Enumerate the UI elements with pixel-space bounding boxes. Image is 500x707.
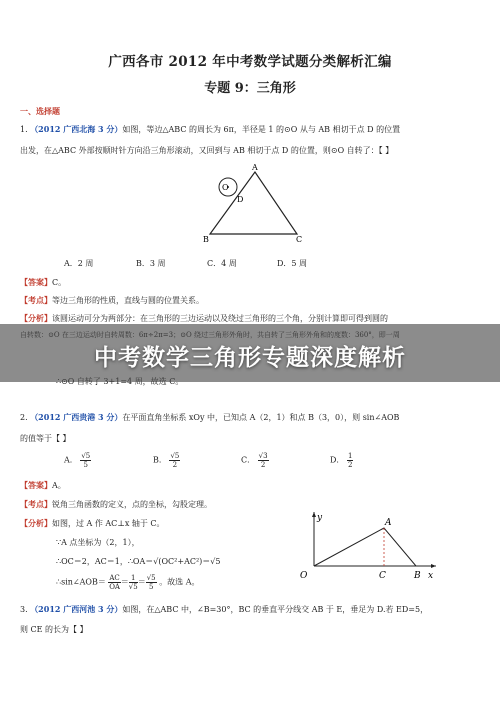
q1-answer-row: [20, 277, 66, 288]
q2-answer: A。: [52, 481, 66, 490]
q2-fig-y: y: [317, 513, 323, 523]
q1-label-a: A: [252, 163, 258, 172]
q2-option-c-den: 2: [260, 461, 266, 469]
q3-text1: 如图，在△ABC 中，∠B=30°，BC 的垂直平分线交 AB 于 E，垂足为 D.若 ED=5，: [122, 605, 429, 614]
q2-analysis4-f1n: AC: [109, 574, 120, 582]
q1-analysis-row: [20, 313, 388, 324]
q2-option-a-letter: A．: [64, 455, 78, 465]
q2-analysis4-f2d: √5: [128, 583, 138, 591]
q1-label-o: O: [222, 183, 229, 192]
q2-analysis4-post: 。故选 A。: [159, 577, 200, 587]
q2-fig-c: C: [379, 571, 386, 581]
q2-figure: [290, 508, 440, 588]
q2-analysis-row: [20, 518, 165, 529]
q1-answer: C。: [52, 278, 67, 287]
q2-fig-a: A: [385, 518, 392, 528]
banner-title: 中考数学三角形专题深度解析: [94, 345, 406, 371]
q2-analysis3: ∴OC＝2，AC＝1，∴OA＝√(OC²+AC²)＝√5: [56, 557, 221, 566]
q2-option-b-den: 2: [172, 461, 178, 469]
q1-option-a: A．2 周: [64, 259, 94, 268]
q2-option-d-num: 1: [347, 452, 353, 460]
q2-fig-b: B: [414, 571, 421, 581]
q2-option-a-num: √5: [81, 452, 91, 460]
q1-point: 等边三角形的性质，直线与圆的位置关系。: [52, 296, 204, 305]
q2-analysis2: ∵A 点坐标为（2，1），: [56, 538, 140, 547]
q1-label-d: D: [237, 195, 244, 204]
q2-point-label: 【考点】: [20, 499, 52, 509]
q1-point-label: 【考点】: [20, 295, 52, 305]
q2-option-b-num: √5: [170, 452, 180, 460]
q1-option-b: B．3 周: [136, 259, 166, 268]
q1-point-row: [20, 295, 204, 306]
q3-source: （2012 广西河池 3 分）: [30, 604, 123, 614]
q2-option-d: [330, 452, 353, 469]
q2-option-c: [241, 452, 269, 469]
q2-line1: [20, 412, 399, 423]
q2-source: （2012 广西贵港 3 分）: [30, 412, 123, 422]
document-subtitle: 专题 9：三角形: [204, 81, 296, 96]
q2-analysis4-f3d: 5: [148, 583, 154, 591]
q3-text2: 则 CE 的长为【 】: [20, 625, 88, 634]
q3-number: 3.: [20, 605, 28, 614]
q1-answer-label: 【答案】: [20, 277, 52, 287]
q2-option-b: [153, 452, 180, 469]
q2-analysis4-f1d: OA: [109, 583, 120, 591]
q2-analysis4-f2n: 1: [129, 574, 138, 583]
q1-analysis1: 该圆运动可分为两部分：在三角形的三边运动以及绕过三角形的三个角，分别计算即可得到圆的: [52, 314, 388, 323]
q1-option-d: D．5 周: [277, 259, 308, 268]
q2-option-a: [64, 452, 91, 469]
section-heading: 一、选择题: [20, 106, 60, 116]
q2-analysis4-f3n: √5: [146, 574, 156, 582]
q2-text1: 在平面直角坐标系 xOy 中，已知点 A（2，1）和点 B（3，0），则 sin∠AOB: [122, 413, 400, 422]
q2-point: 锐角三角函数的定义，点的坐标，勾股定理。: [52, 500, 212, 509]
q2-point-row: [20, 499, 212, 510]
q2-answer-row: [20, 480, 66, 491]
document-title: 广西各市 2012 年中考数学试题分类解析汇编: [108, 54, 392, 70]
q2-fig-x: x: [428, 571, 434, 581]
q2-option-d-letter: D．: [330, 455, 345, 465]
q2-text2: 的值等于【 】: [20, 434, 71, 443]
q2-option-c-num: √3: [258, 452, 268, 460]
q2-option-c-letter: C．: [241, 455, 256, 465]
q1-text1: 如图，等边△ABC 的周长为 6π，半径是 1 的⊙O 从与 AB 相切于点 D 的位置: [122, 125, 401, 134]
q1-figure: [200, 162, 310, 247]
q1-analysis-label: 【分析】: [20, 313, 52, 323]
q1-label-b: B: [203, 235, 209, 244]
q2-analysis4-pre: ∴sin∠AOB＝: [56, 577, 106, 587]
q2-fig-o: O: [300, 571, 308, 581]
q1-label-c: C: [296, 235, 303, 244]
q1-line1: [20, 124, 400, 135]
q2-option-b-letter: B．: [153, 455, 167, 465]
q1-source: （2012 广西北海 3 分）: [30, 124, 123, 134]
q2-option-a-den: 5: [83, 461, 89, 469]
q2-analysis1: 如图，过 A 作 AC⊥x 轴于 C。: [52, 519, 165, 528]
q2-analysis-label: 【分析】: [20, 518, 52, 528]
q1-number: 1.: [20, 125, 28, 134]
q1-option-c: C．4 周: [207, 259, 237, 268]
q2-analysis4: ∴sin∠AOB＝ $\frac{AC}{OA}$ ＝ $\frac{1}{√5}$ ＝ $\frac{√5}{5}$ 。故选 A。: [56, 574, 200, 591]
q1-text2: 出发，在△ABC 外部按顺时针方向沿三角形滚动，又回到与 AB 相切于点 D 的位置，则⊙O 自转了：【 】: [20, 146, 394, 155]
q2-number: 2.: [20, 413, 28, 422]
q3-line1: [20, 604, 428, 615]
q2-option-d-den: 2: [347, 461, 353, 469]
q2-answer-label: 【答案】: [20, 480, 52, 490]
